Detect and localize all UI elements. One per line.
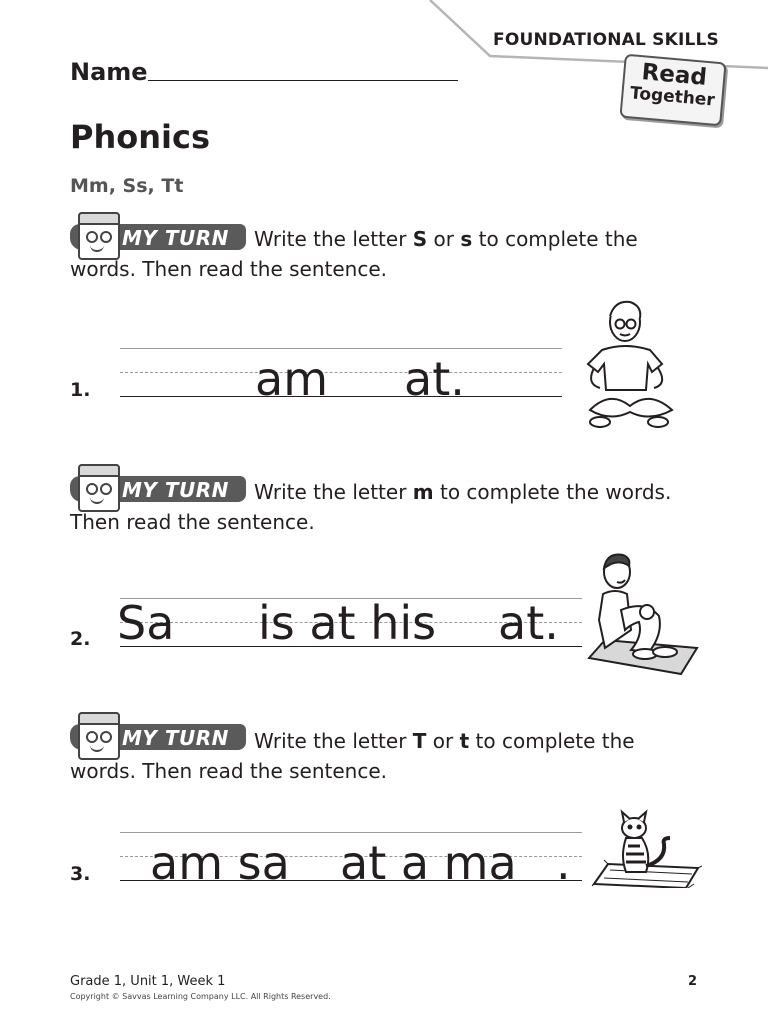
letter-upper: T <box>412 729 427 753</box>
item-number-3: 3. <box>70 863 91 885</box>
cat-on-mat-illustration <box>590 808 702 888</box>
instruction-1 <box>70 224 700 284</box>
sentence-word: . <box>556 836 571 890</box>
writing-base-line[interactable] <box>120 396 562 397</box>
instruction-text: or <box>427 227 461 251</box>
letter: m <box>412 480 434 504</box>
instruction-text: to complete the words. Then read the sentence. <box>70 729 635 783</box>
instruction-text: Write the letter <box>254 729 413 753</box>
my-turn-label: MY TURN <box>122 478 229 502</box>
instruction-text: Write the letter <box>254 480 413 504</box>
badge-together: Together <box>629 83 716 111</box>
writing-top-line <box>120 348 562 349</box>
instruction-text: or <box>426 729 460 753</box>
writing-top-line <box>120 832 582 833</box>
letter-lower: t <box>459 729 470 753</box>
grade-label: Grade 1, Unit 1, Week 1 <box>70 974 226 989</box>
sentence-word: am sa <box>150 836 290 890</box>
sentence-word: at. <box>498 596 559 650</box>
instruction-3 <box>70 726 700 786</box>
page-number: 2 <box>688 974 698 989</box>
sentence-word: is at his <box>258 596 437 650</box>
letter-lower: s <box>460 227 473 251</box>
sentence-word: at. <box>404 352 465 406</box>
letter-upper: S <box>412 227 428 251</box>
instruction-2 <box>70 477 700 537</box>
instruction-text: to complete the words. Then read the sentence. <box>70 480 672 534</box>
name-write-line[interactable] <box>148 80 458 81</box>
read-together-badge <box>619 54 726 127</box>
sitting-boy-illustration <box>580 298 680 433</box>
name-label: Name <box>70 58 148 86</box>
badge-read: Read <box>640 59 708 91</box>
boy-on-mat-illustration <box>585 550 701 680</box>
instruction-text: Write the letter <box>254 227 413 251</box>
item-number-1: 1. <box>70 379 91 401</box>
sentence-word: at a ma <box>340 836 517 890</box>
sentence-word: Sa <box>117 596 175 650</box>
instruction-text: to complete the words. Then read the sentence. <box>70 227 638 281</box>
section-label: FOUNDATIONAL SKILLS <box>493 30 720 50</box>
my-turn-label: MY TURN <box>122 226 229 250</box>
item-number-2: 2. <box>70 628 91 650</box>
copyright-text: Copyright © Savvas Learning Company LLC. All Rights Reserved. <box>70 992 331 1001</box>
sentence-word: am <box>255 352 328 406</box>
writing-mid-line <box>120 372 562 373</box>
page-subtitle: Mm, Ss, Tt <box>70 175 184 197</box>
my-turn-label: MY TURN <box>122 726 229 750</box>
page-title: Phonics <box>70 118 210 156</box>
